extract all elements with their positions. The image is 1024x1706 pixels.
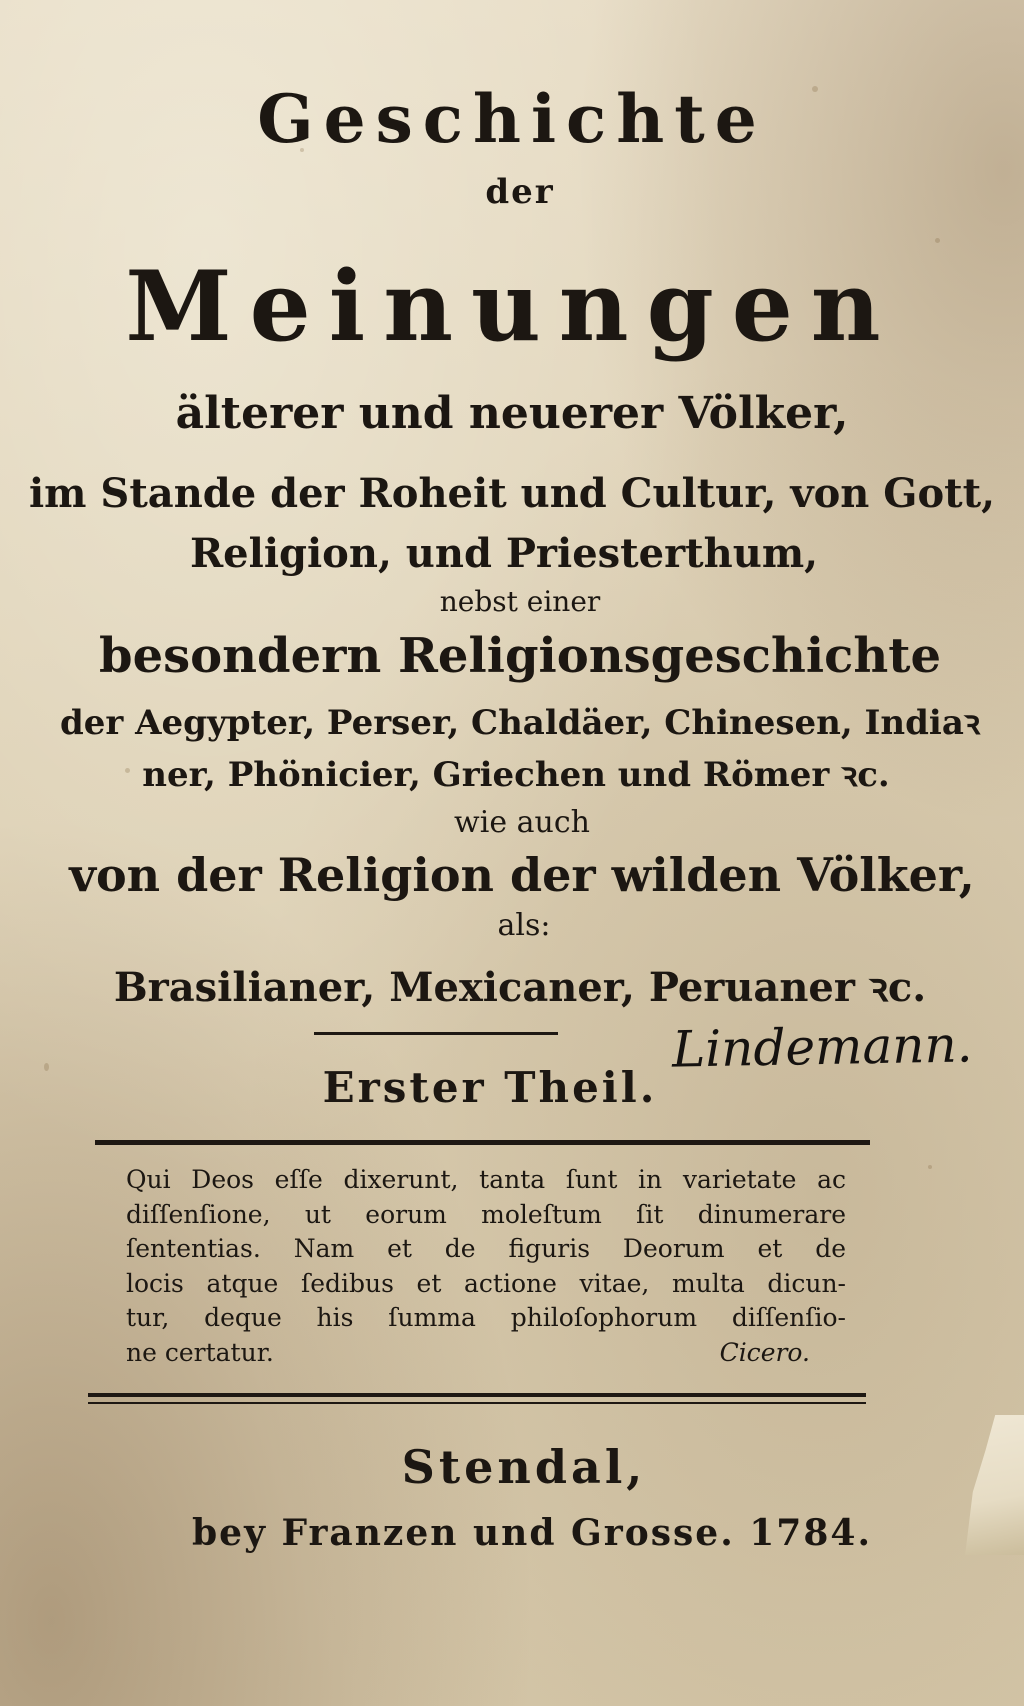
epigraph-line: ſententias. Nam et de figuris Deorum et de (126, 1234, 846, 1263)
subtitle-line-11: Brasilianer, Mexicaner, Peruaner ꝛc. (113, 964, 927, 1011)
subtitle-line-5: besondern Religionsgeschichte (99, 628, 941, 684)
subtitle-line-2: im Stande der Roheit und Cultur, von Gott, (28, 470, 995, 517)
subtitle-line-1: älterer und neuerer Völker, (175, 388, 849, 439)
epigraph-line: locis atque ſedibus et actione vitae, multa dicun- (126, 1268, 846, 1298)
subtitle-line-4: nebst einer (439, 585, 601, 618)
subtitle-line-9: von der Religion der wilden Völker, (69, 848, 975, 902)
title-line-geschichte: Geschichte (257, 80, 767, 158)
subtitle-line-10: als: (497, 908, 551, 943)
paper-spot (928, 1165, 932, 1169)
epigraph-line: tur, deque his ſumma philoſophorum diſſenſio- (126, 1303, 846, 1332)
title-line-meinungen: Meinungen (125, 250, 899, 363)
title-line-der: der (485, 172, 555, 212)
subtitle-line-8: wie auch (454, 805, 590, 840)
subtitle-line-3: Religion, und Priesterthum, (189, 530, 819, 577)
epigraph (126, 1163, 846, 1370)
epigraph-line: Qui Deos eſſe dixerunt, tanta ſunt in varietate ac (126, 1165, 846, 1194)
subtitle-line-7: ner, Phönicier, Griechen und Römer ꝛc. (142, 755, 890, 795)
volume-label: Erster Theil. (322, 1063, 658, 1112)
divider-rule (314, 1032, 558, 1035)
imprint-publisher: bey Franzen und Grosse. 1784. (192, 1512, 872, 1554)
epigraph-last-line (126, 1336, 846, 1371)
epigraph-line: diſſenſione, ut eorum moleſtum ſit dinumerare (126, 1199, 846, 1229)
epigraph-attribution: Cicero. (719, 1337, 810, 1367)
epigraph-line: ne certatur. (126, 1337, 274, 1367)
double-rule (88, 1402, 866, 1404)
paper-spot (935, 238, 940, 243)
double-rule (88, 1393, 866, 1397)
imprint-place: Stendal, (401, 1440, 647, 1494)
subtitle-line-6: der Aegypter, Perser, Chaldäer, Chinesen, Indiaꝛ (60, 703, 980, 743)
handwritten-signature: Lindemann. (671, 1015, 973, 1079)
divider-rule (95, 1140, 870, 1145)
